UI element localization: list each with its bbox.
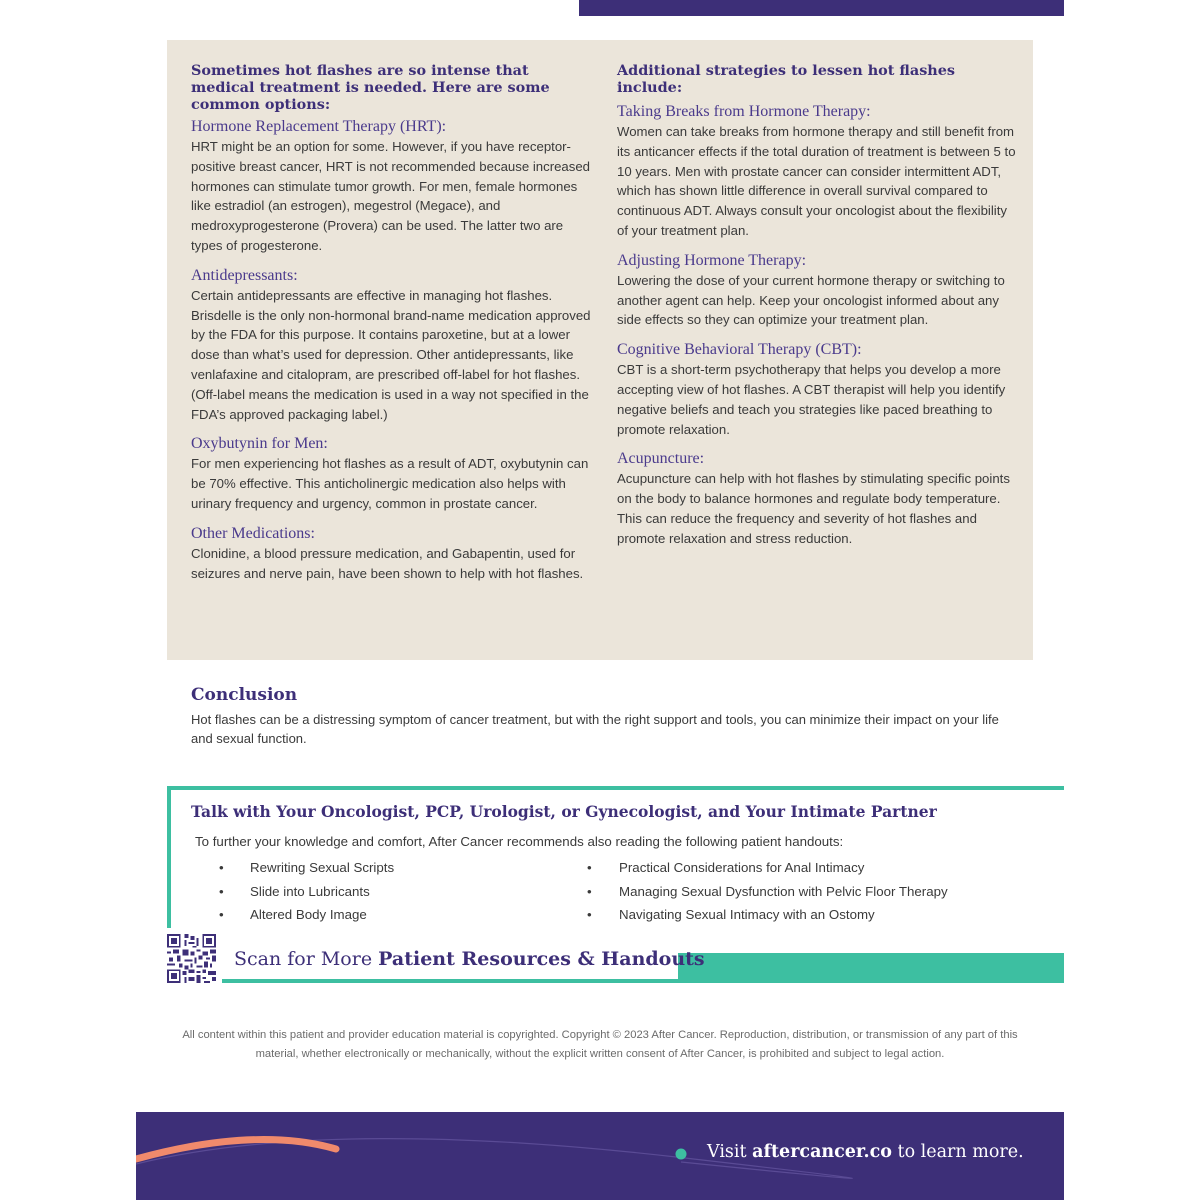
section-heading: Oxybutynin for Men: xyxy=(191,435,328,453)
section-body: Certain antidepressants are effective in managing hot flashes. Brisdelle is the only non-hormonal brand-name medication approved by the FDA for this purpose. It contains paroxetine, but at a lower dose than what’s used for depression. Other antidepressants, like venlafaxine and citalopram, are prescribed off-label for hot flashes. (Off-label means the medication is used in a way not specified in the FDA’s approved packaging label.) xyxy=(191,287,591,422)
talk-box-left-border xyxy=(167,786,171,928)
medical-treatment-intro: Sometimes hot flashes are so intense that medical treatment is needed. Here are some common options: xyxy=(191,62,550,113)
talk-intro: To further your knowledge and comfort, After Cancer recommends also reading the following patient handouts: xyxy=(195,834,844,849)
section-heading: Hormone Replacement Therapy (HRT): xyxy=(191,118,447,135)
section-body: Lowering the dose of your current hormone therapy or switching to another agent can help. Keep your oncologist informed about any side effects so they can optimize your treatment plan. xyxy=(617,272,1005,328)
handout-title: Slide into Lubricants xyxy=(250,883,370,899)
section-oxybutynin xyxy=(191,434,591,513)
visit-website-text xyxy=(707,1142,1024,1162)
handout-title: Altered Body Image xyxy=(250,907,367,922)
section-acupuncture xyxy=(617,449,1017,548)
section-antidepressants xyxy=(191,266,591,425)
section-body: HRT might be an option for some. However, if you have receptor-positive breast cancer, HRT is not recommended because increased hormones can stimulate tumor growth. For men, female hormones like estradiol (an estrogen), megestrol (Megace), and medroxyprogesterone (Provera) can be used. The latter two are types of progesterone. xyxy=(191,139,591,253)
talk-box-top-border xyxy=(167,786,1064,790)
top-accent-bar xyxy=(579,0,1064,16)
section-heading: Taking Breaks from Hormone Therapy: xyxy=(617,103,871,120)
bullet-icon: • xyxy=(587,907,592,922)
section-heading: Other Medications: xyxy=(191,524,315,542)
handout-title: Managing Sexual Dysfunction with Pelvic Floor Therapy xyxy=(619,883,948,899)
salmon-swoosh xyxy=(136,1140,336,1159)
visit-suffix: to learn more. xyxy=(891,1142,1024,1162)
scan-accent-bar xyxy=(678,953,1064,983)
additional-strategies-intro: Additional strategies to lessen hot flashes include: xyxy=(617,62,956,96)
bullet-icon: • xyxy=(587,883,592,899)
medical-treatment-column xyxy=(191,62,591,593)
talk-heading: Talk with Your Oncologist, PCP, Urologist, or Gynecologist, and Your Intimate Partner xyxy=(191,802,937,821)
handout-title: Navigating Sexual Intimacy with an Ostomy xyxy=(619,907,875,922)
section-body: Acupuncture can help with hot flashes by stimulating specific points on the body to balance hormones and regulate body temperature. This can reduce the frequency and severity of hot flashes and promote relaxation and stress reduction. xyxy=(617,471,1010,546)
conclusion-heading: Conclusion xyxy=(191,685,298,705)
section-heading: Cognitive Behavioral Therapy (CBT): xyxy=(617,341,862,359)
section-heading: Antidepressants: xyxy=(191,266,298,284)
bullet-icon: • xyxy=(219,907,224,922)
teal-dot-icon xyxy=(676,1149,687,1160)
section-body: For men experiencing hot flashes as a result of ADT, oxybutynin can be 70% effective. This anticholinergic medication also helps with urinary frequency and urgency, common in prostate cancer. xyxy=(191,456,589,511)
section-adjusting-therapy xyxy=(617,251,1017,330)
bullet-icon: • xyxy=(219,860,224,875)
section-cbt xyxy=(617,340,1017,439)
scan-bold-text: Patient Resources & Handouts xyxy=(378,948,705,970)
website-link[interactable]: aftercancer.co xyxy=(752,1142,892,1162)
additional-strategies-column xyxy=(617,62,1017,559)
section-taking-breaks xyxy=(617,102,1017,241)
section-body: Women can take breaks from hormone therapy and still benefit from its anticancer effects if the total duration of treatment is between 5 to 10 years. Men with prostate cancer can consider intermittent ADT, which has shown little difference in overall survival compared to continuous ADT. Always consult your oncologist about the flexibility of your treatment plan. xyxy=(617,124,1016,238)
section-body: Clonidine, a blood pressure medication, and Gabapentin, used for seizures and nerve pain, have been shown to help with hot flashes. xyxy=(191,545,584,581)
section-hrt xyxy=(191,117,591,256)
scan-resources-link[interactable] xyxy=(234,948,705,970)
conclusion-body: Hot flashes can be a distressing symptom of cancer treatment, but with the right support and tools, you can minimize their impact on your life and sexual function. xyxy=(191,712,999,746)
section-heading: Adjusting Hormone Therapy: xyxy=(617,251,807,269)
bullet-icon: • xyxy=(219,883,224,899)
handout-title: Practical Considerations for Anal Intimacy xyxy=(619,860,865,875)
copyright-notice: All content within this patient and provider education material is copyrighted. Copyright © 2023 After Cancer. Reproduction, distribution, or transmission of any part of this material, whether electronically or mechanically, without the explicit written consent of After Cancer, is prohibited and subject to legal action. xyxy=(182,1029,1018,1060)
section-body: CBT is a short-term psychotherapy that helps you develop a more accepting view of hot flashes. A CBT therapist will help you identify negative beliefs and teach you strategies like paced breathing to promote relaxation. xyxy=(617,362,1006,437)
scan-prefix: Scan for More xyxy=(234,948,379,970)
footer-banner xyxy=(136,1112,1064,1200)
qr-code-icon[interactable] xyxy=(167,934,216,983)
visit-prefix: Visit xyxy=(707,1142,753,1162)
section-heading: Acupuncture: xyxy=(617,450,705,468)
scan-underline xyxy=(222,979,682,983)
bullet-icon: • xyxy=(587,860,592,875)
section-other-medications xyxy=(191,524,591,584)
handout-title: Rewriting Sexual Scripts xyxy=(250,860,395,875)
